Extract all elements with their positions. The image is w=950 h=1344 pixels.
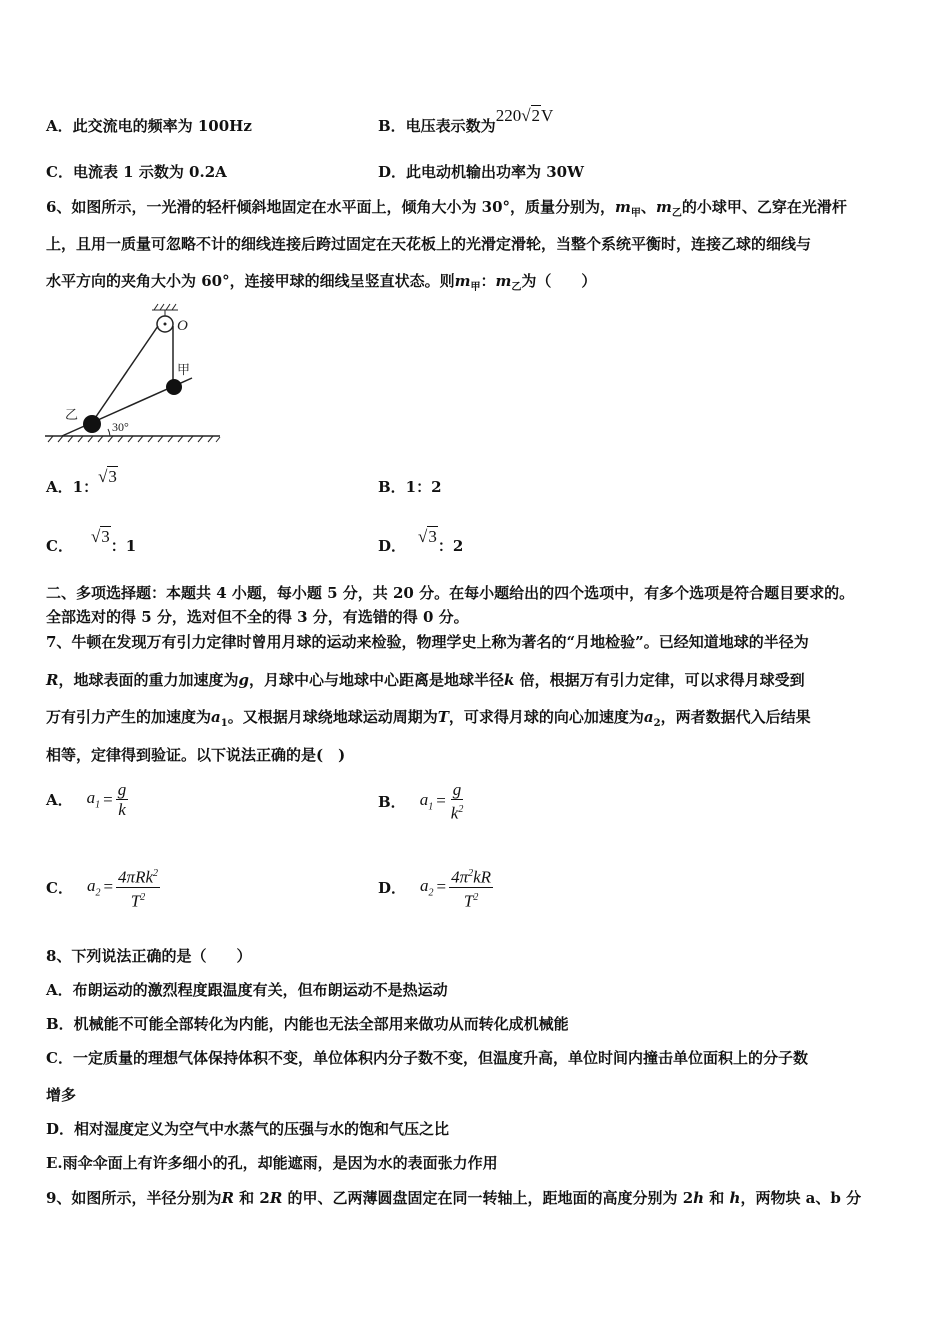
ball-yi xyxy=(83,415,101,433)
numerator: g xyxy=(117,780,127,799)
q7-option-d-fraction xyxy=(449,864,493,910)
symbol-a: a xyxy=(86,875,96,895)
q6-option-b: B．1：2 xyxy=(378,478,442,496)
q5-option-b-unit: V xyxy=(541,106,554,125)
q7-option-a xyxy=(46,780,128,819)
section2-line2: 全部选对的得 5 分，选对但不全的得 3 分，有选错的得 0 分。 xyxy=(46,608,469,626)
q6-stem-line1 xyxy=(46,196,847,219)
q7-option-d-label: D． xyxy=(378,878,407,897)
q6-option-c-prefix: C． xyxy=(46,537,73,555)
q6-option-d xyxy=(378,527,464,556)
m-symbol: m xyxy=(454,272,471,290)
q5-option-d: D．此电动机输出功率为 30W xyxy=(378,163,584,181)
sub-1: 1 xyxy=(428,801,434,813)
m-symbol: m xyxy=(655,198,672,216)
q6-option-a xyxy=(46,467,118,497)
q9-text-c: 的甲、乙两薄圆盘固定在同一转轴上，距地面的高度分别为 2 xyxy=(282,1189,694,1207)
q8-option-a: A．布朗运动的激烈程度跟温度有关，但布朗运动不是热运动 xyxy=(46,981,448,999)
denominator-base: k xyxy=(450,803,459,823)
symbol-h: h xyxy=(729,1189,741,1207)
ceiling-hatch xyxy=(152,304,178,316)
q9-text-a: 9、如图所示，半径分别为 xyxy=(46,1189,222,1207)
q7-line3-text-d: ，两者数据代入后结果 xyxy=(660,708,811,726)
symbol-a: a xyxy=(211,708,221,726)
symbol-a: a xyxy=(419,790,429,810)
exponent: 2 xyxy=(468,868,474,879)
symbol-h: h xyxy=(693,1189,705,1207)
q6-line3-text: 水平方向的夹角大小为 60°，连接甲球的细线呈竖直状态。则 xyxy=(46,272,455,290)
exponent: 2 xyxy=(458,804,464,815)
section2-line1: 二、多项选择题：本题共 4 小题，每小题 5 分，共 20 分。在每小题给出的四个选项中，有多个选项是符合题目要求的。 xyxy=(46,584,855,602)
symbol-r: R xyxy=(221,1189,234,1207)
q7-stem-line3 xyxy=(46,706,811,729)
numerator xyxy=(116,864,160,888)
q7-option-b-label: B． xyxy=(378,792,406,811)
exponent: 2 xyxy=(153,868,158,879)
sub-1: 1 xyxy=(95,799,101,811)
equals-sign: = xyxy=(103,789,113,809)
q7-option-c-label: C． xyxy=(46,878,73,897)
symbol-a: a xyxy=(86,788,96,808)
symbol-t: T xyxy=(437,708,449,726)
sqrt-sign: √2 xyxy=(521,106,541,125)
sub-2: 2 xyxy=(95,887,101,899)
label-yi: 乙 xyxy=(65,408,79,423)
sub-2: 2 xyxy=(653,718,661,729)
q6-stem-line3 xyxy=(46,270,596,293)
q6-option-a-radicand: 3 xyxy=(108,467,117,486)
sqrt-sign: √3 xyxy=(418,527,437,546)
pulley-axle xyxy=(164,323,167,326)
q7-stem-line4: 相等，定律得到验证。以下说法正确的是( ) xyxy=(46,746,346,764)
numerator-body: 4π xyxy=(451,867,469,887)
q5-option-c: C．电流表 1 示数为 0.2A xyxy=(46,163,227,181)
q6-line1-text-end: 的小球甲、乙穿在光滑杆 xyxy=(681,198,847,216)
q6-stem-line2: 上，且用一质量可忽略不计的细线连接后跨过固定在天花板上的光滑定滑轮，当整个系统平衡时，连接乙球的细线与 xyxy=(46,235,812,253)
q7-line2-text-a: ，地球表面的重力加速度为 xyxy=(58,671,239,689)
q5-option-b-value: 220 xyxy=(495,106,522,125)
q6-line3-text-end: 为（ ） xyxy=(521,272,597,290)
q9-text-e: ，两物块 a、b 分 xyxy=(740,1189,862,1207)
q8-option-c-line2: 增多 xyxy=(46,1086,77,1104)
q6-option-c xyxy=(46,527,137,556)
denominator: k xyxy=(118,800,126,819)
denominator xyxy=(462,888,480,911)
angle-arc xyxy=(108,429,110,436)
exponent: 2 xyxy=(473,891,479,903)
q7-line2-text-b: ，月球中心与地球中心距离是地球半径 xyxy=(248,671,504,689)
q6-option-c-radicand: 3 xyxy=(101,527,110,546)
numerator-body: 4πRk xyxy=(118,867,153,887)
q7-option-b xyxy=(378,780,465,823)
q9-text-b: 和 2 xyxy=(233,1189,270,1207)
symbol-r: R xyxy=(269,1189,283,1207)
q8-stem: 8、下列说法正确的是（ ） xyxy=(46,947,252,965)
sub-jia: 甲 xyxy=(470,282,481,293)
q7-option-b-fraction xyxy=(449,780,466,823)
q9-stem-line1 xyxy=(46,1187,861,1208)
sub-yi: 乙 xyxy=(671,208,682,219)
m-symbol: m xyxy=(615,198,631,216)
numerator-tail: kR xyxy=(473,867,492,887)
q7-stem-line1: 7、牛顿在发现万有引力定律时曾用月球的运动来检验，物理学史上称为著名的“月地检验”。已经知道地球的半径为 xyxy=(46,633,809,651)
q6-option-d-prefix: D． xyxy=(378,537,407,555)
symbol-r: R xyxy=(46,671,59,689)
exponent: 2 xyxy=(140,891,146,903)
symbol-k: k xyxy=(504,671,515,689)
denominator-base: T xyxy=(463,891,474,911)
label-angle: 30° xyxy=(112,420,129,434)
equals-sign: = xyxy=(103,877,114,897)
q9-text-d: 和 xyxy=(704,1189,730,1207)
q7-line3-text-b: 。又根据月球绕地球运动周期为 xyxy=(227,708,438,726)
q7-option-a-label: A． xyxy=(46,791,73,809)
symbol-a: a xyxy=(643,708,654,726)
sub-jia: 甲 xyxy=(630,208,641,219)
string-to-yi xyxy=(91,326,158,424)
colon: ： xyxy=(480,272,496,290)
q6-option-d-suffix: ：2 xyxy=(437,537,464,555)
q7-line3-text-c: ，可求得月球的向心加速度为 xyxy=(448,708,644,726)
q6-option-c-suffix: ：1 xyxy=(110,537,137,555)
equals-sign: = xyxy=(436,791,446,811)
q6-option-a-prefix: A．1： xyxy=(46,478,99,496)
q5-option-b-prefix: B．电压表示数为 xyxy=(378,117,496,135)
separator: 、 xyxy=(640,198,656,216)
q8-option-d: D．相对湿度定义为空气中水蒸气的压强与水的饱和气压之比 xyxy=(46,1120,450,1138)
sub-yi: 乙 xyxy=(511,282,522,293)
m-symbol: m xyxy=(495,272,512,290)
q8-option-b: B．机械能不可能全部转化为内能，内能也无法全部用来做功从而转化成机械能 xyxy=(46,1015,569,1033)
q8-option-e: E.雨伞伞面上有许多细小的孔，却能遮雨，是因为水的表面张力作用 xyxy=(46,1154,498,1172)
label-jia: 甲 xyxy=(177,363,191,378)
q6-line1-text: 6、如图所示，一光滑的轻杆倾斜地固定在水平面上，倾角大小为 30°，质量分别为， xyxy=(46,198,616,216)
q7-line3-text-a: 万有引力产生的加速度为 xyxy=(46,708,212,726)
q7-stem-line2 xyxy=(46,669,805,690)
ball-jia xyxy=(166,379,182,395)
symbol-g: g xyxy=(238,671,249,689)
equals-sign: = xyxy=(436,877,447,897)
label-o: O xyxy=(177,318,188,334)
denominator xyxy=(449,800,466,823)
denominator xyxy=(129,888,147,911)
symbol-a: a xyxy=(420,875,429,895)
sub-1: 1 xyxy=(220,718,228,729)
q7-option-d xyxy=(378,864,493,910)
q7-option-c xyxy=(46,864,160,910)
q7-option-c-fraction xyxy=(116,864,160,910)
q6-option-d-radicand: 3 xyxy=(428,527,437,546)
q8-option-c-line1: C．一定质量的理想气体保持体积不变，单位体积内分子数不变，但温度升高，单位时间内撞击单位面积上的分子数 xyxy=(46,1049,808,1067)
numerator: g xyxy=(452,780,462,799)
sqrt-sign: √3 xyxy=(90,527,110,546)
sub-2: 2 xyxy=(428,887,434,899)
q5-option-a: A．此交流电的频率为 100Hz xyxy=(46,117,252,135)
q5-option-b xyxy=(378,106,554,136)
q7-line2-text-c: 倍，根据万有引力定律，可以求得月球受到 xyxy=(514,671,805,689)
q7-option-a-fraction xyxy=(116,780,129,819)
denominator-base: T xyxy=(130,891,141,911)
sqrt-sign: √3 xyxy=(98,467,117,486)
q5-option-b-radicand: 2 xyxy=(531,106,541,125)
ground-hatch xyxy=(48,436,220,442)
q6-figure xyxy=(40,302,230,452)
numerator xyxy=(449,864,493,888)
